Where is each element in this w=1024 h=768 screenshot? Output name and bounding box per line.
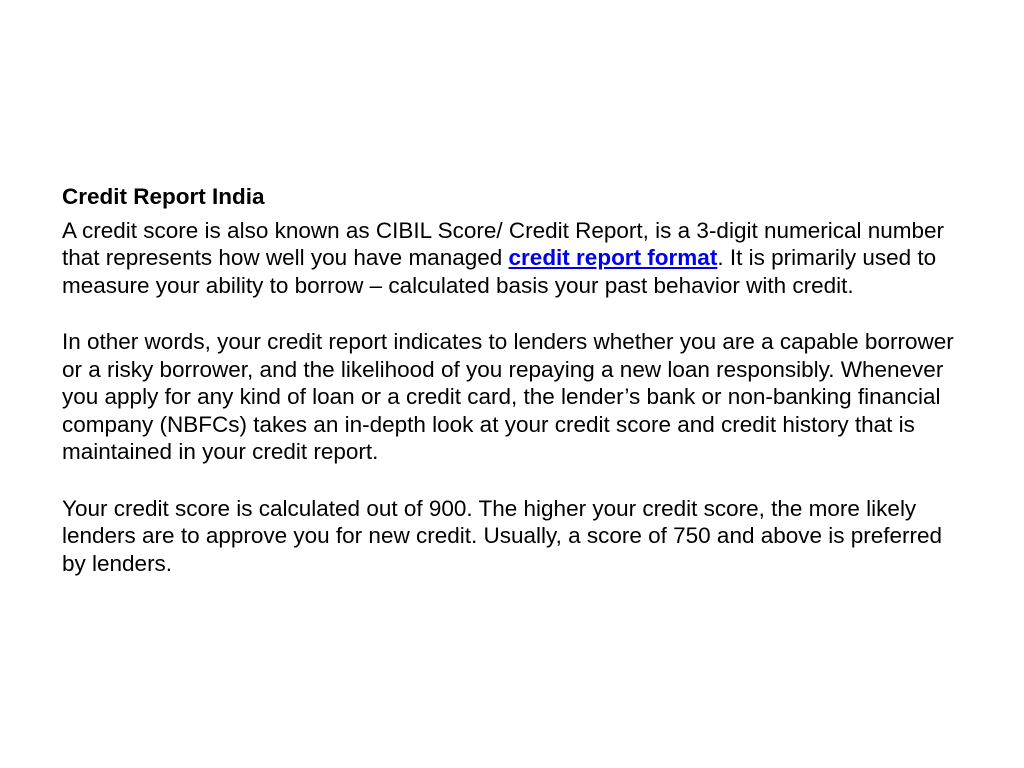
paragraph-score-range: Your credit score is calculated out of 900. The higher your credit score, the more likely lenders are to approve you for new credit. Usually, a score of 750 and above is preferred by lenders.: [62, 495, 943, 576]
slide-content: [62, 183, 967, 577]
paragraph-1-text-after-link: . It is primarily used to measure your ability to borrow – calculated basis your past behavior with credit.: [62, 245, 937, 298]
paragraph-1-text-before-link: A credit score is also known as CIBIL Score/ Credit Report, is a 3-digit numerical number that represents how well you have managed: [62, 217, 945, 270]
credit-report-format-link[interactable]: credit report format: [508, 245, 718, 270]
paragraph-credit-score-definition: [62, 217, 967, 300]
slide-heading: Credit Report India: [62, 184, 265, 209]
paragraph-lender-assessment: In other words, your credit report indicates to lenders whether you are a capable borrower or a risky borrower, and the likelihood of you repaying a new loan responsibly. Whenever you apply for any kind of loan or a credit card, the lender’s bank or non-banking financial company (NBFCs) takes an in-depth look at your credit score and credit history that is maintained in your credit report.: [62, 329, 954, 464]
